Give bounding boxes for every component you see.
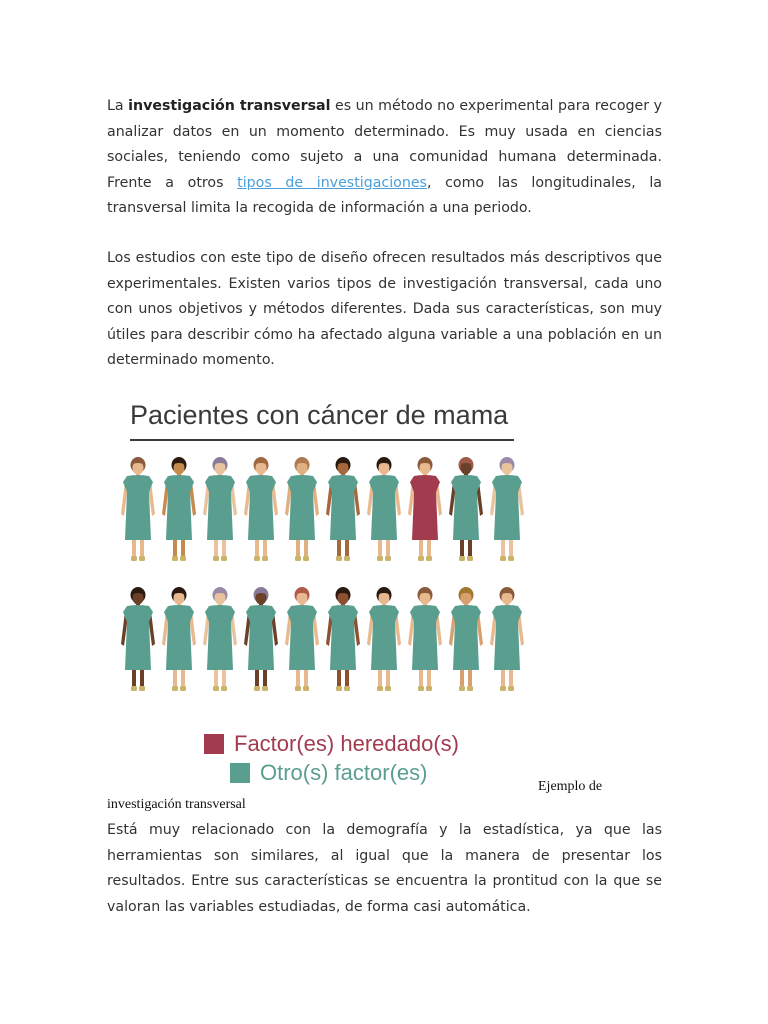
patient-figure — [367, 457, 401, 561]
patient-figure — [449, 457, 483, 561]
patient-figure — [244, 587, 278, 691]
intro-paragraph — [107, 94, 662, 222]
legend-item-inherited — [204, 731, 459, 757]
figure-caption-line-2: investigación transversal — [107, 797, 246, 812]
patient-figure — [203, 457, 237, 561]
patients-illustration — [118, 456, 538, 716]
patient-figure — [121, 587, 155, 691]
intro-text-middle: es un método no experimental para recoger y analizar datos en un momento determinado. Es muy usada en ciencias sociales, teniendo como sujeto a una comunidad humana determinada. Frente a otros — [107, 98, 662, 191]
intro-text-start: La — [107, 98, 129, 114]
paragraph-3: Está muy relacionado con la demografía y la estadística, ya que las herramientas son similares, al igual que la manera de presentar los resultados. Entre sus características se encuentra la prontitud con la que se valoran las variables estudiadas, de forma casi automática. — [107, 822, 662, 915]
legend-item-other — [230, 760, 427, 786]
legend-label-other: Otro(s) factor(es) — [260, 760, 428, 785]
research-types-link[interactable]: tipos de investigaciones — [237, 174, 427, 191]
patient-figure — [326, 457, 360, 561]
legend-swatch-inherited — [204, 734, 224, 754]
patient-figure — [244, 457, 278, 561]
patient-figure — [490, 457, 524, 561]
intro-bold-term: investigación transversal — [128, 98, 331, 114]
patient-figure — [203, 587, 237, 691]
breast-cancer-figure — [118, 398, 538, 790]
figure-title-underline — [130, 439, 514, 441]
figure-caption-line-1: Ejemplo de — [538, 779, 603, 794]
patient-figure — [285, 587, 319, 691]
legend-label-inherited: Factor(es) heredado(s) — [234, 731, 459, 756]
patient-figure — [162, 587, 196, 691]
patient-figure — [408, 457, 442, 561]
patient-figure — [121, 457, 155, 561]
patient-figure — [326, 587, 360, 691]
patient-figure — [449, 587, 483, 691]
patient-figure — [490, 587, 524, 691]
patient-figure — [408, 587, 442, 691]
intro-text-end: , como las longitudinales, la transversal limita la recogida de información a una periodo. — [107, 174, 662, 217]
patient-figure — [285, 457, 319, 561]
patient-figure — [162, 457, 196, 561]
figure-title: Pacientes con cáncer de mama — [130, 400, 509, 430]
patient-figure — [367, 587, 401, 691]
legend-swatch-other — [230, 763, 250, 783]
paragraph-2: Los estudios con este tipo de diseño ofrecen resultados más descriptivos que experimentales. Existen varios tipos de investigación transversal, cada uno con unos objetivos y métodos diferentes. Dada sus características, son muy útiles para describir cómo ha afectado alguna variable a una población en un determinado momento. — [107, 250, 662, 369]
